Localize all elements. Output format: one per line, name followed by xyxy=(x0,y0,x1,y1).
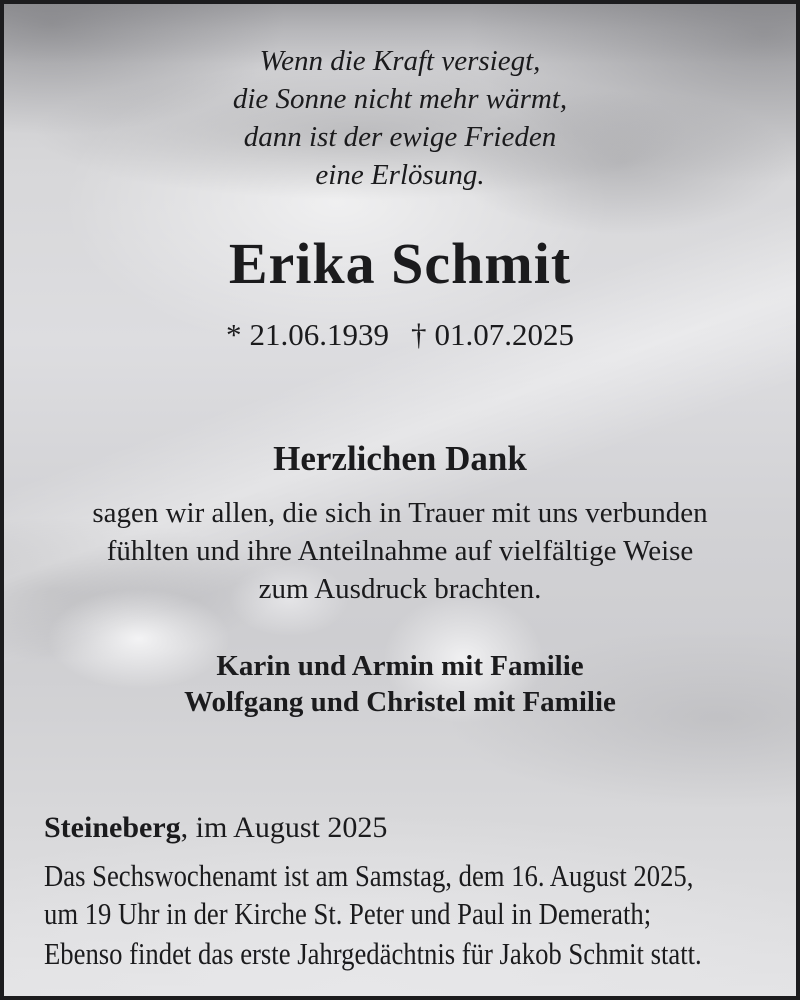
service-notice-line-1: Das Sechswochenamt ist am Samstag, dem 16. August 2025, xyxy=(44,858,694,893)
death-date: 01.07.2025 xyxy=(434,317,574,352)
place-name: Steineberg xyxy=(44,811,181,844)
thanks-text xyxy=(4,494,796,608)
place-date-line xyxy=(4,810,796,846)
service-notice-line-2: um 19 Uhr in der Kirche St. Peter und Paul in Demerath; xyxy=(44,896,652,931)
memorial-quote xyxy=(4,42,796,194)
birth-date: 21.06.1939 xyxy=(249,317,389,352)
thanks-heading: Herzlichen Dank xyxy=(273,439,527,478)
deceased-name: Erika Schmit xyxy=(228,231,572,296)
anniversary-notice: Ebenso findet das erste Jahrgedächtnis für Jakob Schmit statt. xyxy=(44,936,702,971)
quote-line: dann ist der ewige Frieden xyxy=(243,121,557,153)
death-cross-icon: † xyxy=(411,317,427,352)
family-line: Wolfgang und Christel mit Familie xyxy=(184,686,616,718)
quote-line: eine Erlösung. xyxy=(315,159,485,191)
thanks-text-line: sagen wir allen, die sich in Trauer mit uns verbunden xyxy=(92,497,708,529)
life-dates xyxy=(4,316,796,354)
quote-line: die Sonne nicht mehr wärmt, xyxy=(232,83,568,115)
birth-star-icon: * xyxy=(226,317,242,352)
quote-line: Wenn die Kraft versiegt, xyxy=(259,45,541,77)
thanks-text-line: fühlten und ihre Anteilnahme auf vielfältige Weise xyxy=(106,535,694,567)
place-date-rest: , im August 2025 xyxy=(180,811,388,844)
family-names xyxy=(4,648,796,720)
family-line: Karin und Armin mit Familie xyxy=(216,650,584,682)
thanks-text-line: zum Ausdruck brachten. xyxy=(258,573,542,605)
